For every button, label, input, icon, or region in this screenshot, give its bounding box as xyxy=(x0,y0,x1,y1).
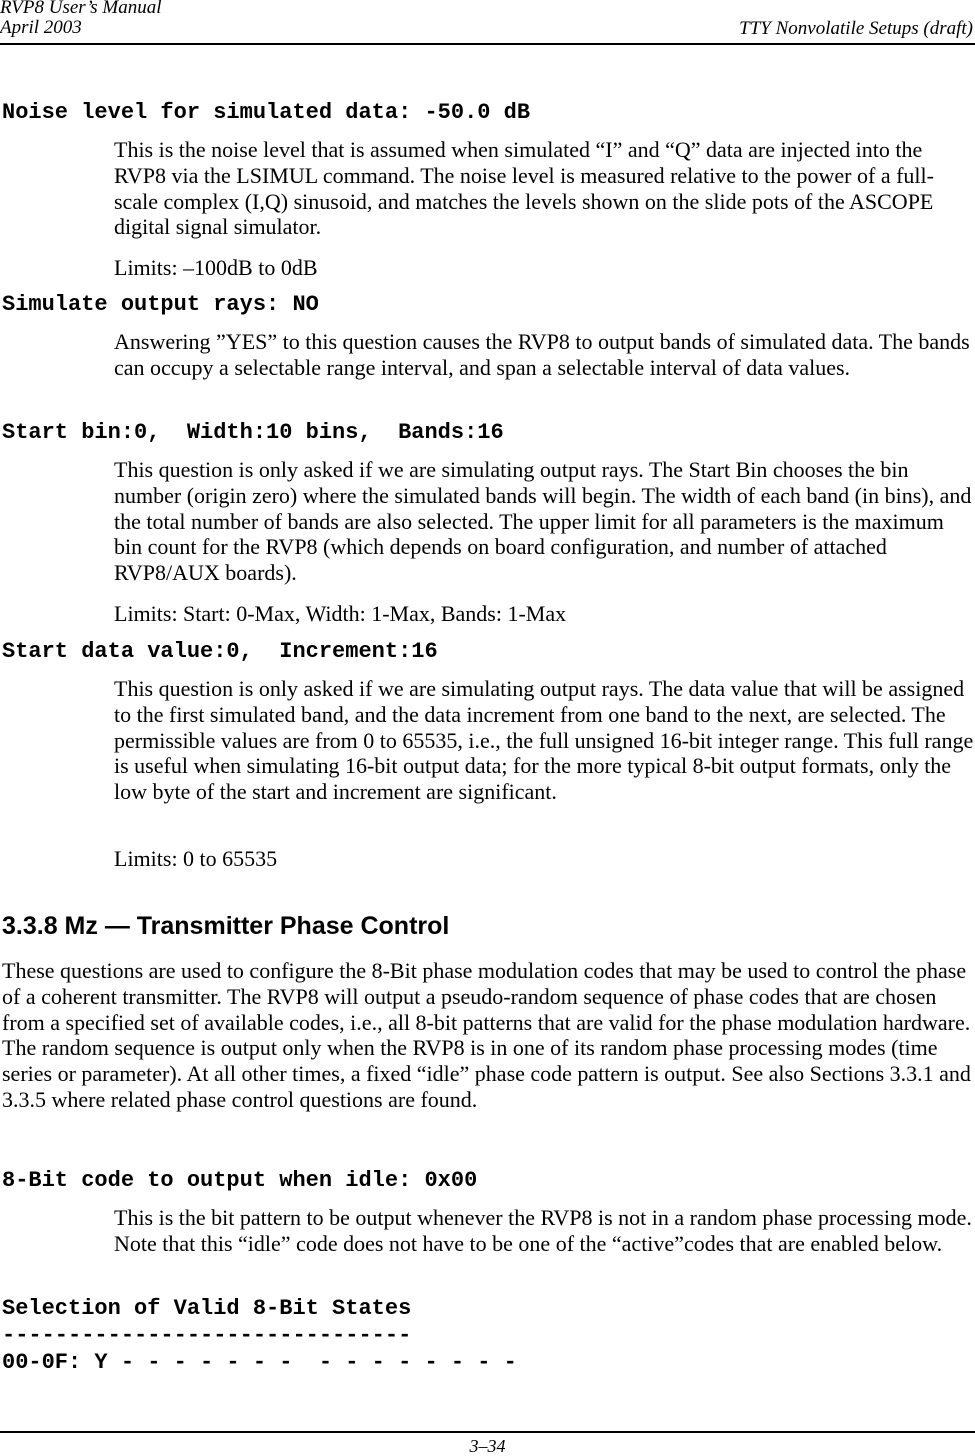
manual-date: April 2003 xyxy=(0,17,82,38)
simulate-output-description: Answering ”YES” to this question causes the RVP8 to output bands of simulated data. The bands can occupy a selectable range interval, and span a selectable interval of data values. xyxy=(114,329,970,380)
noise-level-limits: Limits: –100dB to 0dB xyxy=(114,255,318,280)
manual-title: RVP8 User’s Manual xyxy=(0,0,162,18)
header-left xyxy=(0,0,162,38)
noise-level-prompt: Noise level for simulated data: -50.0 dB xyxy=(2,100,531,125)
noise-level-description: This is the noise level that is assumed when simulated “I” and “Q” data are injected into the RVP8 via the LSIMUL command. The noise level is measured relative to the power of a full-scale complex (I,Q) sinusoid, and matches the levels shown on the slide pots of the ASCOPE digital signal simulator. xyxy=(114,137,934,240)
valid-states-title: Selection of Valid 8-Bit States xyxy=(2,1296,412,1321)
section-heading-mz: 3.3.8 Mz — Transmitter Phase Control xyxy=(2,912,450,940)
valid-states-row: 00-0F: Y - - - - - - - - - - - - - - - xyxy=(2,1350,517,1375)
page-number: 3–34 xyxy=(469,1436,506,1456)
mz-intro-paragraph: These questions are used to configure the 8-Bit phase modulation codes that may be used to control the phase of a coherent transmitter. The RVP8 will output a pseudo-random sequence of phase codes that are chosen from a specified set of available codes, i.e., all 8-bit patterns that are valid for the phase modulation hardware. The random sequence is output only when the RVP8 is in one of its random phase processing modes (time series or parameter). At all other times, a fixed “idle” phase code pattern is output. See also Sections 3.3.1 and 3.3.5 where related phase control questions are found. xyxy=(2,958,971,1112)
start-data-limits: Limits: 0 to 65535 xyxy=(114,846,278,871)
start-bin-prompt: Start bin:0, Width:10 bins, Bands:16 xyxy=(2,420,504,445)
simulate-output-prompt: Simulate output rays: NO xyxy=(2,292,319,317)
section-running-title: TTY Nonvolatile Setups (draft) xyxy=(739,18,973,39)
start-data-description: This question is only asked if we are simulating output rays. The data value that will be assigned to the first simulated band, and the data increment from one band to the next, are selected. The permissible values are from 0 to 65535, i.e., the full unsigned 16-bit integer range. This full range is useful when simulating 16-bit output data; for the more typical 8-bit output formats, only the low byte of the start and increment are significant. xyxy=(114,676,974,805)
header-rule xyxy=(0,43,975,45)
footer-rule xyxy=(0,1431,975,1433)
idle-code-description: This is the bit pattern to be output whenever the RVP8 is not in a random phase processing mode. Note that this “idle” code does not have to be one of the “active”codes that are enabled below. xyxy=(114,1205,972,1256)
start-bin-limits: Limits: Start: 0-Max, Width: 1-Max, Bands: 1-Max xyxy=(114,601,567,626)
start-bin-description: This question is only asked if we are simulating output rays. The Start Bin chooses the bin number (origin zero) where the simulated bands will begin. The width of each band (in bins), and the total number of bands are also selected. The upper limit for all parameters is the maximum bin count for the RVP8 (which depends on board configuration, and number of attached RVP8/AUX boards). xyxy=(114,457,972,586)
idle-code-prompt: 8-Bit code to output when idle: 0x00 xyxy=(2,1168,478,1193)
start-data-prompt: Start data value:0, Increment:16 xyxy=(2,639,438,664)
valid-states-rule: ------------------------------- xyxy=(2,1323,412,1348)
page-header xyxy=(0,0,975,44)
